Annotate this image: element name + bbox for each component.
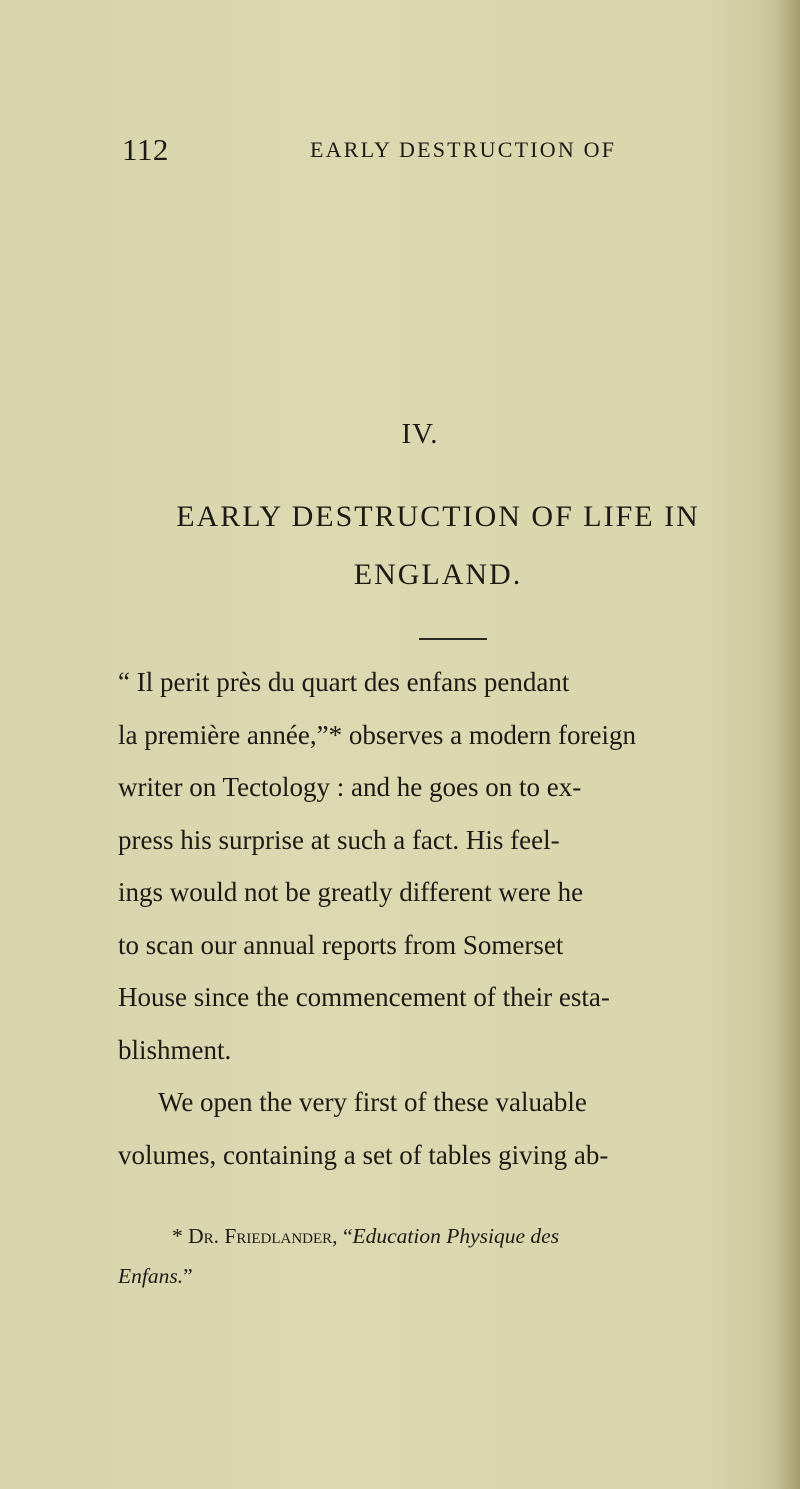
footnote-author: Dr. Friedlander, xyxy=(188,1224,338,1248)
text-line: We open the very first of these valuable xyxy=(158,1087,587,1117)
text-line: “ Il perit près du quart des enfans pendant xyxy=(118,667,570,697)
footnote-close-quote: ” xyxy=(183,1264,193,1288)
footnote-open-quote: “ xyxy=(342,1224,353,1248)
text-line: to scan our annual reports from Somerset xyxy=(118,929,564,960)
text-line: House since the commencement of their esta- xyxy=(118,982,610,1012)
chapter-number: IV. xyxy=(401,418,439,450)
running-head: EARLY DESTRUCTION OF xyxy=(310,137,617,162)
text-line: la première année,”* observes a modern foreign xyxy=(118,719,637,750)
footnote-marker: * xyxy=(172,1224,183,1248)
page-number: 112 xyxy=(122,132,169,167)
text-line: volumes, containing a set of tables giving ab- xyxy=(118,1139,609,1170)
chapter-title xyxy=(118,488,758,604)
footnote-work-title-cont: Enfans. xyxy=(118,1264,184,1288)
chapter-title-line-2: ENGLAND. xyxy=(353,558,523,591)
paragraph-2 xyxy=(118,1076,764,1181)
paragraph-1 xyxy=(118,656,764,1076)
text-line: writer on Tectology : and he goes on to ex- xyxy=(118,772,582,802)
text-line: blishment. xyxy=(118,1034,232,1065)
page-edge-shadow xyxy=(778,0,800,1489)
text-line: press his surprise at such a fact. His feel- xyxy=(118,824,560,855)
footnote-work-title: Education Physique des xyxy=(352,1224,560,1248)
chapter-title-line-1: EARLY DESTRUCTION OF LIFE IN xyxy=(176,500,700,533)
text-line: ings would not be greatly different were he xyxy=(118,877,584,907)
section-rule xyxy=(419,638,487,640)
page-header xyxy=(122,132,642,172)
body-text xyxy=(118,656,764,1181)
footnote xyxy=(118,1216,764,1296)
